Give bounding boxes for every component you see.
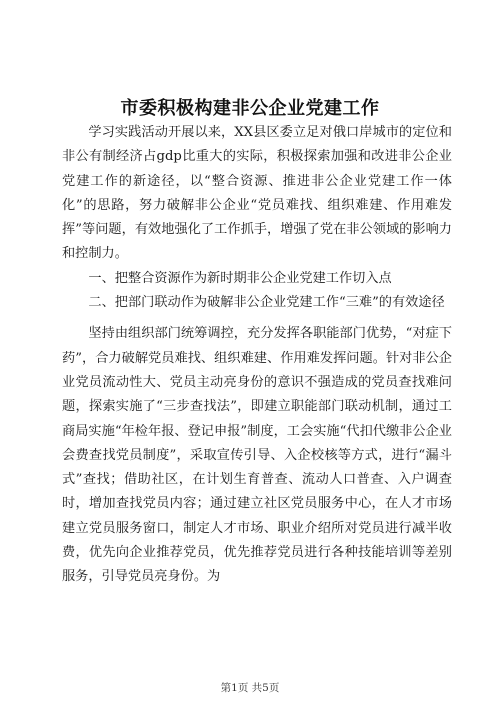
section-heading-one: 一、把整合资源作为新时期非公企业党建工作切入点 <box>88 270 392 286</box>
document-body <box>62 121 452 590</box>
intro-paragraph: 学习实践活动开展以来，XX县区委立足对俄口岸城市的定位和非公有制经济占gdp比重大的实际，积极探索加强和改进非公企业党建工作的新途径，以“整合资源、推进非公企业党建工作一体化”的思路，努力破解非公企业“党员难找、组织难建、作用难发挥”等问题，有效地强化了工作抓手，增强了党在非公领域的影响力和控制力。 <box>62 125 452 262</box>
section-heading-two: 二、把部门联动作为破解非公企业党建工作“三难”的有效途径 <box>88 295 445 311</box>
document-title: 市委积极构建非公企业党建工作 <box>120 98 380 119</box>
body-paragraph: 坚持由组织部门统筹调控，充分发挥各职能部门优势，“对症下药”，合力破解党员难找、组织难建、作用难发挥问题。针对非公企业党员流动性大、党员主动亮身份的意识不强造成的党员查找难问题，探索实施了“三步查找法”，即建立职能部门联动机制，通过工商局实施“年检年报、登记申报”制度，工会实施“代扣代缴非公企业会费查找党员制度”，采取宣传引导、入企校核等方式，进行“漏斗式”查找；借助社区，在计划生育普查、流动人口普查、入户调查时，增加查找党员内容；通过建立社区党员服务中心，在人才市场建立党员服务窗口，制定人才市场、职业介绍所对党员进行减半收费，优先向企业推荐党员，优先推荐党员进行各种技能培训等差别服务，引导党员亮身份。为 <box>62 326 452 585</box>
page-number-footer: 第1页 共5页 <box>220 682 280 694</box>
